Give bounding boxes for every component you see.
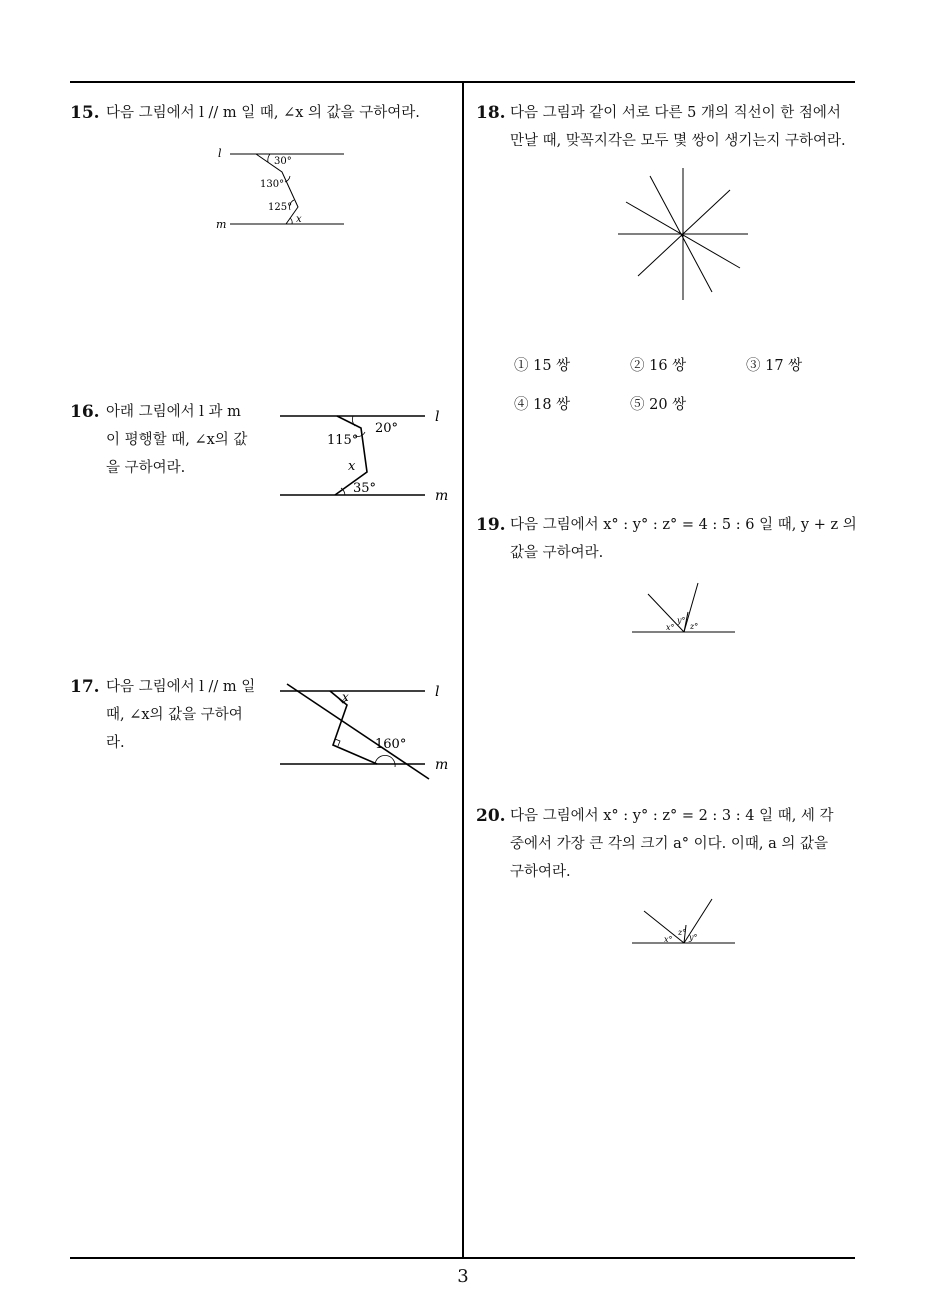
line-l-label: l: [435, 409, 440, 425]
problem-number: 17.: [70, 677, 100, 697]
problem-text-line-2: 중에서 가장 큰 각의 크기 a° 이다. 이때, a 의 값을: [510, 836, 828, 852]
angle-x-label: x°: [664, 935, 673, 944]
page-number: 3: [457, 1266, 469, 1287]
problem-text-line-1: 다음 그림에서 l // m 일: [106, 679, 256, 695]
problem-text-line-2: 때, ∠x의 값을 구하여: [106, 707, 243, 723]
angle-115-label: 115°: [327, 433, 359, 448]
problem-15-figure: [210, 140, 360, 235]
problem-text-line-1: 아래 그림에서 l 과 m: [106, 404, 241, 420]
line-m-label: m: [435, 757, 449, 773]
problem-18-figure: [612, 168, 754, 302]
angle-z-label: z°: [678, 928, 687, 937]
angle-x-label: x°: [666, 623, 675, 632]
problem-text-line-3: 을 구하여라.: [106, 460, 186, 476]
problem-text-line-1: 다음 그림에서 x° : y° : z° = 2 : 3 : 4 일 때, 세 각: [510, 808, 834, 824]
angle-20-label: 20°: [375, 421, 399, 436]
problem-text-line-3: 라.: [106, 735, 125, 751]
problem-text-line-1: 다음 그림에서 x° : y° : z° = 4 : 5 : 6 일 때, y + z 의: [510, 517, 857, 533]
angle-x-label: x: [296, 214, 302, 225]
choice-1[interactable]: ① 15 쌍: [514, 358, 571, 374]
line-m-label: m: [216, 218, 227, 231]
problem-number: 19.: [476, 515, 506, 535]
angle-35-label: 35°: [353, 481, 377, 496]
problem-text-line-3: 구하여라.: [510, 864, 571, 880]
line-l-label: l: [435, 684, 440, 700]
angle-y-label: y°: [677, 616, 686, 625]
angle-130-label: 130°: [260, 179, 285, 190]
choice-3[interactable]: ③ 17 쌍: [746, 358, 803, 374]
angle-z-label: z°: [690, 622, 699, 631]
angle-x-label: x: [342, 690, 349, 704]
problem-text-line-2: 값을 구하여라.: [510, 545, 604, 561]
angle-30-label: 30°: [274, 156, 292, 167]
problem-text-line-1: 다음 그림과 같이 서로 다른 5 개의 직선이 한 점에서: [510, 105, 841, 121]
angle-160-label: 160°: [375, 737, 407, 752]
angle-y-label: y°: [689, 933, 698, 942]
problem-17-figure: [275, 675, 460, 785]
problem-number: 20.: [476, 806, 506, 826]
column-divider: [462, 82, 464, 1259]
bottom-rule: [70, 1257, 855, 1259]
problem-16-figure: [275, 400, 460, 510]
problem-number: 16.: [70, 402, 100, 422]
line-l-label: l: [218, 147, 222, 160]
problem-text-line-2: 이 평행할 때, ∠x의 값: [106, 432, 248, 448]
line-m-label: m: [435, 488, 449, 504]
angle-125-label: 125°: [268, 202, 293, 213]
problem-20-figure: [628, 895, 738, 947]
problem-number: 15.: [70, 103, 100, 123]
choice-2[interactable]: ② 16 쌍: [630, 358, 687, 374]
problem-number: 18.: [476, 103, 506, 123]
choice-5[interactable]: ⑤ 20 쌍: [630, 397, 687, 413]
problem-19-figure: [628, 580, 738, 636]
problem-text: 다음 그림에서 l // m 일 때, ∠x 의 값을 구하여라.: [106, 105, 420, 121]
problem-text-line-2: 만날 때, 맞꼭지각은 모두 몇 쌍이 생기는지 구하여라.: [510, 133, 846, 149]
choice-4[interactable]: ④ 18 쌍: [514, 397, 571, 413]
angle-x-label: x: [348, 459, 356, 474]
